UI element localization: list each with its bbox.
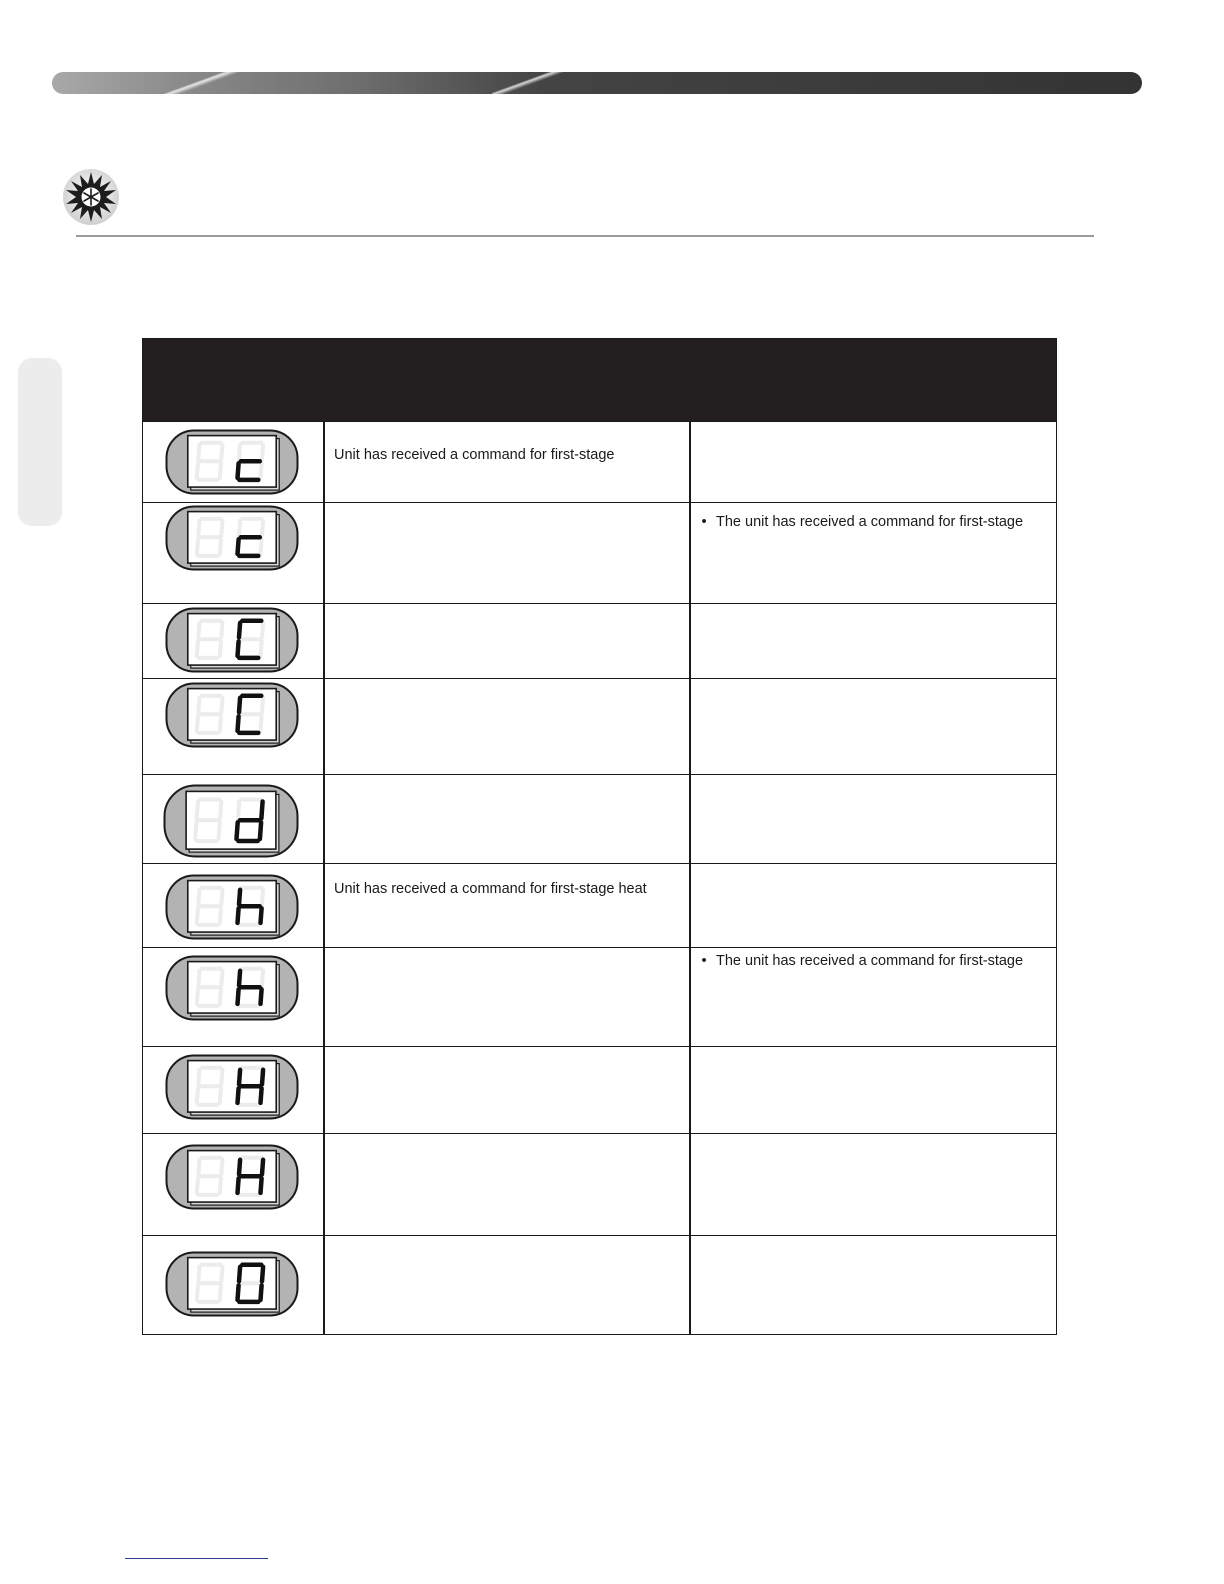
footer-link-underline bbox=[125, 1558, 268, 1559]
row-description: Unit has received a command for first-stage heat bbox=[334, 881, 647, 897]
lcd-display-icon bbox=[165, 429, 299, 495]
row-note bbox=[691, 1236, 1056, 1334]
table-row bbox=[143, 421, 1056, 502]
table-row bbox=[143, 1133, 1056, 1235]
snowflake-sun-icon bbox=[62, 168, 120, 226]
row-note bbox=[691, 864, 1056, 947]
table-header bbox=[143, 339, 1056, 421]
table-row bbox=[143, 603, 1056, 678]
lcd-display-icon bbox=[165, 1251, 299, 1317]
row-description bbox=[325, 1236, 689, 1334]
row-note bbox=[691, 948, 1056, 1046]
row-note bbox=[691, 1047, 1056, 1133]
lcd-display-icon bbox=[165, 1054, 299, 1120]
table-row bbox=[143, 863, 1056, 947]
header-bar-highlight bbox=[162, 72, 252, 94]
note-bullet-item bbox=[700, 513, 1044, 531]
row-description: Unit has received a command for first-stage bbox=[334, 447, 615, 463]
lcd-display-icon bbox=[165, 874, 299, 940]
lcd-display-icon bbox=[165, 1144, 299, 1210]
bullet-marker: • bbox=[701, 514, 707, 530]
section-divider bbox=[76, 235, 1094, 237]
table-row bbox=[143, 947, 1056, 1046]
row-note bbox=[691, 1134, 1056, 1235]
row-note bbox=[691, 503, 1056, 603]
row-note bbox=[691, 422, 1056, 502]
header-bar-highlight bbox=[492, 72, 572, 94]
row-description bbox=[325, 1134, 689, 1235]
note-text: The unit has received a command for first-stage bbox=[716, 953, 1024, 969]
note-bullet-item bbox=[700, 952, 1044, 970]
table-row bbox=[143, 774, 1056, 863]
table-row bbox=[143, 502, 1056, 603]
lcd-display-icon bbox=[165, 505, 299, 571]
lcd-display-icon bbox=[163, 784, 299, 858]
bullet-marker: • bbox=[701, 953, 707, 969]
lcd-display-icon bbox=[165, 607, 299, 673]
header-bar bbox=[52, 72, 1142, 94]
row-description bbox=[325, 775, 689, 863]
row-note bbox=[691, 679, 1056, 774]
row-description bbox=[325, 503, 689, 603]
row-note bbox=[691, 775, 1056, 863]
row-description bbox=[325, 604, 689, 678]
status-code-table bbox=[142, 338, 1057, 1335]
row-description bbox=[325, 1047, 689, 1133]
row-note bbox=[691, 604, 1056, 678]
note-text: The unit has received a command for first-stage bbox=[716, 514, 1024, 530]
lcd-display-icon bbox=[165, 955, 299, 1021]
row-description bbox=[325, 679, 689, 774]
table-row bbox=[143, 1235, 1056, 1334]
row-description bbox=[325, 948, 689, 1046]
table-row bbox=[143, 678, 1056, 774]
lcd-display-icon bbox=[165, 682, 299, 748]
table-row bbox=[143, 1046, 1056, 1133]
side-tab bbox=[18, 358, 62, 526]
